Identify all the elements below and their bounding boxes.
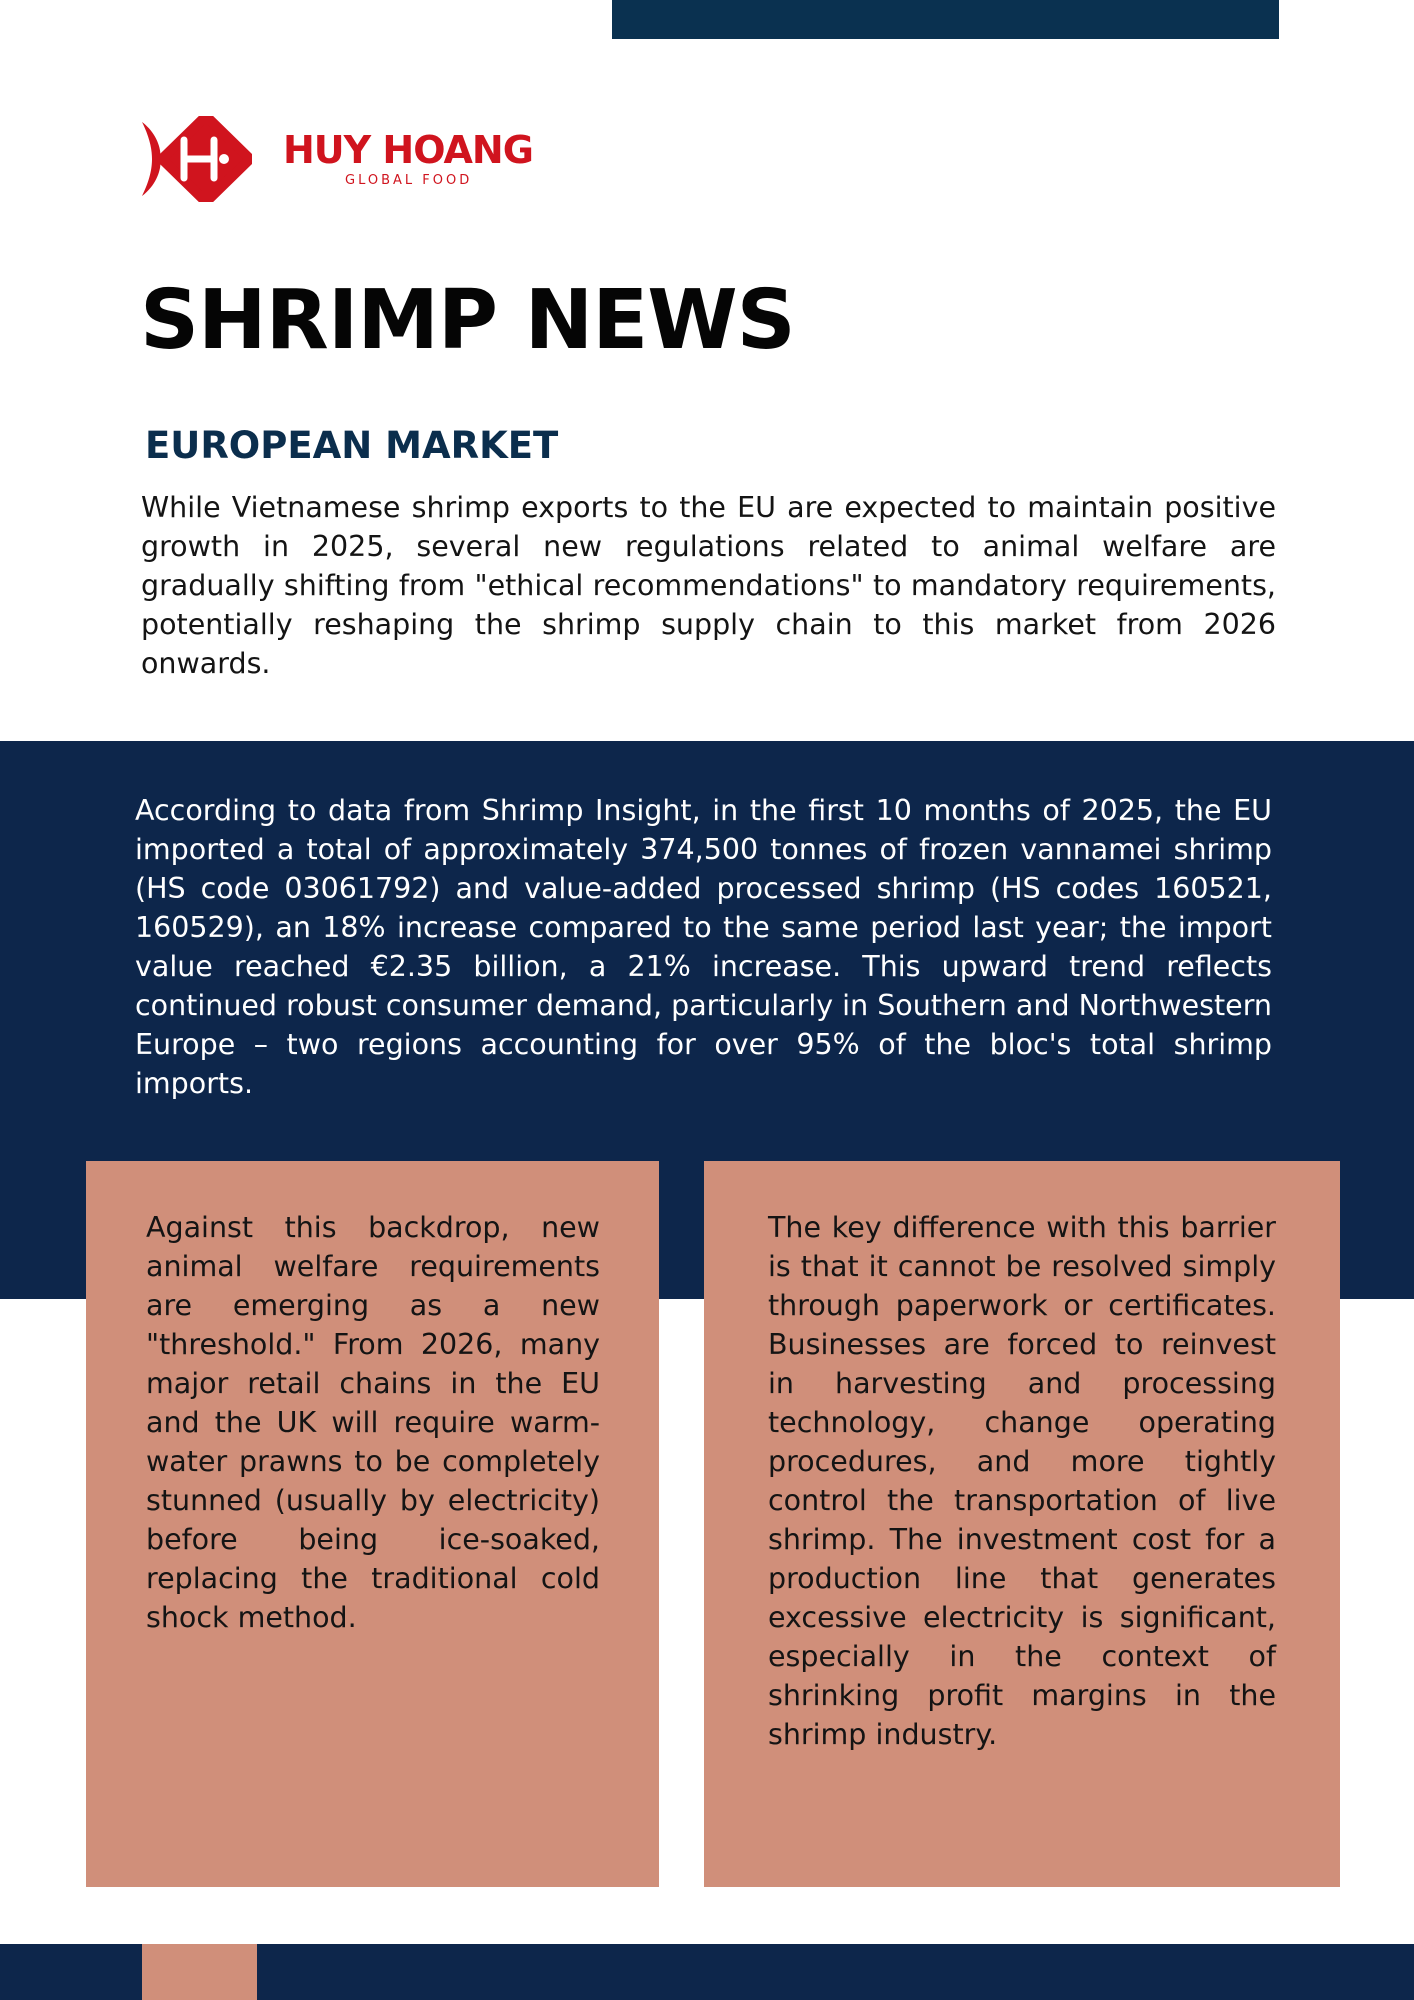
brand-tagline: GLOBAL FOOD <box>345 173 473 188</box>
page-title: SHRIMP NEWS <box>140 273 795 368</box>
bottom-accent-block <box>142 1944 257 2000</box>
fish-logo-icon <box>140 116 252 202</box>
top-accent-bar <box>612 0 1279 39</box>
brand-logo <box>140 116 540 206</box>
card-key-difference <box>704 1161 1340 1887</box>
card-text: The key difference with this barrier is that it cannot be resolved simply through paperwork or certificates. Businesses are forced to reinvest in harvesting and processing technology, change operating procedures, and more tightly control the transportation of live shrimp. The investment cost for a production line that generates excessive electricity is significant, especially in the context of shrinking profit margins in the shrimp industry. <box>768 1211 1276 1751</box>
section-heading: EUROPEAN MARKET <box>145 424 559 467</box>
stats-paragraph: According to data from Shrimp Insight, in the first 10 months of 2025, the EU imported a total of approximately 374,500 tonnes of frozen vannamei shrimp (HS code 03061792) and value-added processed shrimp (HS codes 160521, 160529), an 18% increase compared to the same period last year; the import value reached €2.35 billion, a 21% increase. This upward trend reflects continued robust consumer demand, particularly in Southern and Northwestern Europe – two regions accounting for over 95% of the bloc's total shrimp imports. <box>135 794 1272 1100</box>
brand-name: HUY HOANG <box>283 128 533 172</box>
intro-paragraph: While Vietnamese shrimp exports to the EU are expected to maintain positive growth in 2025, several new regulations related to animal welfare are gradually shifting from "ethical recommendations" to mandatory requirements, potentially reshaping the shrimp supply chain to this market from 2026 onwards. <box>141 491 1276 680</box>
card-animal-welfare <box>86 1161 659 1887</box>
card-text: Against this backdrop, new animal welfare requirements are emerging as a new "threshold." From 2026, many major retail chains in the EU and the UK will require warm-water prawns to be completely stunned (usually by electricity) before being ice-soaked, replacing the traditional cold shock method. <box>146 1211 600 1634</box>
